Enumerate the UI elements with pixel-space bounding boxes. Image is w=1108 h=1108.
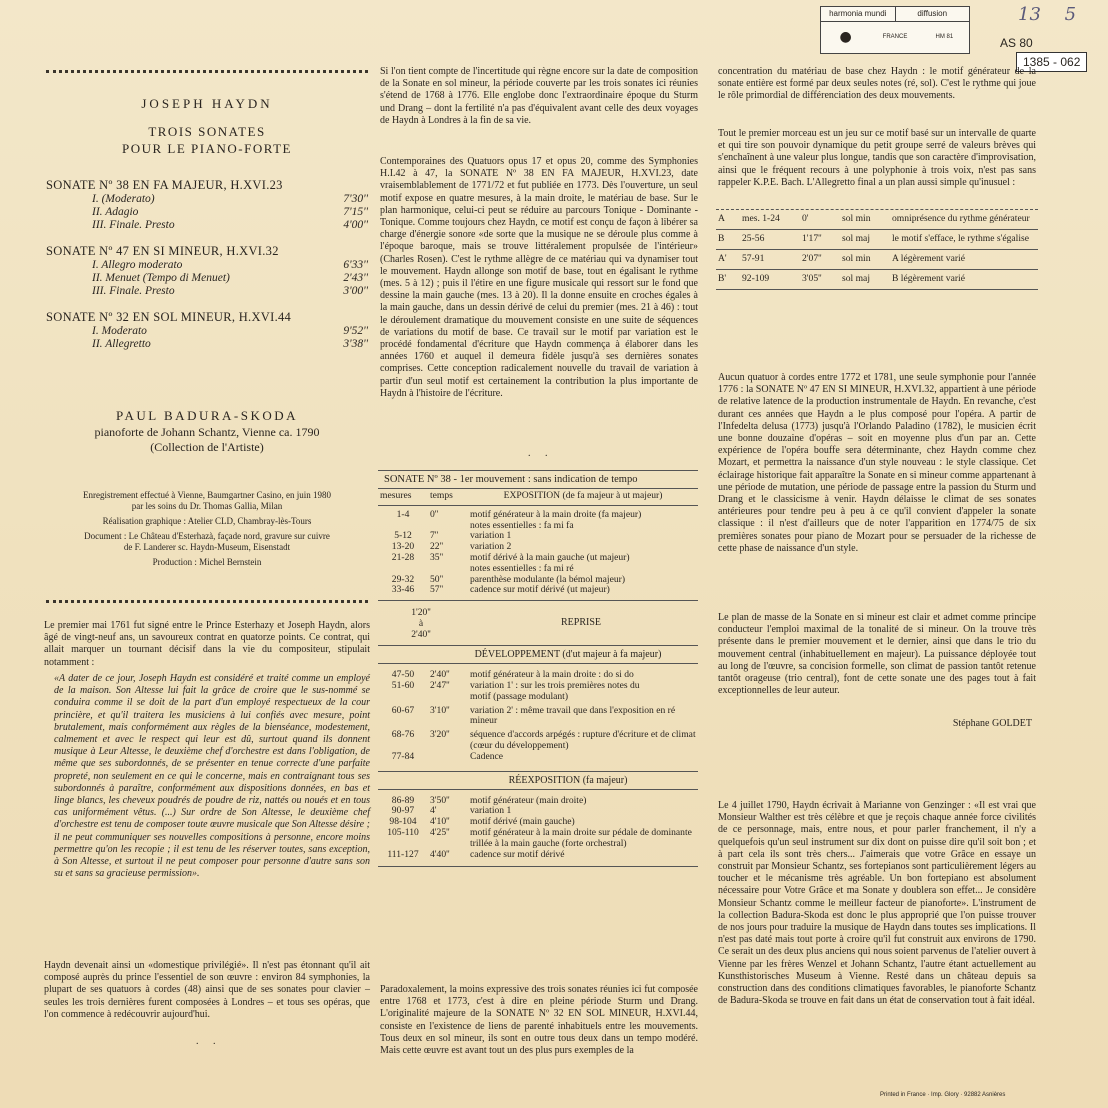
movement: II. Menuet (Tempo di Menuet) 2'43'' [92,272,368,284]
composer: JOSEPH HAYDN [141,96,273,111]
signature: Stéphane GOLDET [952,718,1032,729]
table-row: 77-84 Cadence [391,750,504,762]
movement: II. Allegretto 3'38'' [92,338,368,350]
logo-brand: harmonia mundi [821,7,896,21]
sonata-heading: SONATE Nº 47 EN SI MINEUR, H.XVI.32 [46,244,279,258]
schantz-paragraph: Le 4 juillet 1790, Haydn écrivait à Marianne von Genzinger : «Il est vrai que Monsieur Walther est très célèbre et que je reçois chaque année force civilités de ce personnage, mais, entre nous, et pour parler franchement, il n'y a quelquefois qu'un seul instrument sur dix dont on puisse dire qu'il soit bon ; et à part cela ils sont très chers... J'aimerais que votre Grâce en essaye un construit par Monsieur Schantz, ses fortepianos sont particulièrement légers au toucher et le mécanisme très agréable. Un bon fortepiano est absolument nécessaire pour Votre Grâce et ma Sonate y doublera son effet... Je considère Monsieur Schantz comme le meilleur facteur de pianoforte». L'instrument de la collection Badura-Skoda est donc le plus approprié que l'on puisse trouver de nos jours pour traduire la musique de Haydn dans toutes ses implications. Il n'est pas daté mais tout porte à croire qu'il fut construit aux environs de 1790. Ce serait un des deux plus anciens qui nous soient parvenus de l'atelier ouvert à Vienne par les frères Wenzel et Johann Schantz, l'autre étant actuellement au Kunsthistorisches Museum à Vienne. Resté dans un château depuis sa construction dans des conditions climatiques favorables, le pianoforte Schantz de Badura-Skoda se trouve en fait dans un état de conservation tout à fait idéal. [718,800,1036,1007]
table-row: 90-97 4' variation 1 [391,805,512,817]
table-row: 86-89 3'50'' motif générateur (main droite) [391,794,587,806]
sonata-block [46,310,368,351]
reprise-label: REPRISE [560,617,601,629]
reexpo-title: RÉEXPOSITION (fa majeur) [508,774,628,786]
credits: Enregistrement effectué à Vienne, Baumgartner Casino, en juin 1980 par les soins du Dr. Thomas Gallia, Milan Réalisation graphique : Atelier CLD, Chambray-lès-Tours Document : Le Château d'Esterhazà, façade nord, gravure sur cuivre de F. Landerer sc. Haydn-Museum, Eisenstadt Production : Michel Bernstein [82,490,332,567]
sonata38-paragraph: Contemporaines des Quatuors opus 17 et opus 20, comme des Symphonies H.I.42 à 47, la SONATE Nº 38 EN FA MAJEUR, H.XVI.23, date vraisemblablement de 1771/72 et fut publiée en 1773. Dès l'ouverture, un seul motif expose en quatre mesures, à la main droite, le matériau de base. Sur le plan harmonique, celui-ci peut se réduire au parcours Tonique - Dominante - Tonique. Comme toujours chez Haydn, ce motif est conçu de façon à libérer sa charge d'énergie sonore «de sorte que la musique ne se déroule plus comme à l'époque baroque, mais se trouve littéralement propulsée de l'intérieur» (Charles Rosen). C'est le rythme allègre de ce matériau qui va dynamiser tout le mouvement. Haydn allonge son motif de base, tout en égalisant le rythme (mes. 5 à 12) ; puis il l'étire en une figure musicale qui ressort sur le fond que dessine la main gauche (mes. 13 à 20). Il la donne ensuite en croches égales à la main gauche, dans un dessin dérivé de celui du premier (mes. 21 à 46) : tout le déroulement dramatique du mouvement consiste en une suite de séquences de variations du motif de base. Ce travail sur le motif par variation est le procédé fondamental d'écriture que Haydn commença à élaborer dans les années 1760 et auquel il demeura fidèle jusqu'à ses dernières sonates comprises. Cette conception radicalement nouvelle du travail de variation à partir d'un seul motif est certainement la contribution la plus importante de Haydn à l'histoire de l'écriture. [380,156,698,399]
movement: II. Adagio 7'15'' [92,206,368,218]
table-row: notes essentielles : fa mi ré [470,562,574,574]
allegretto-table [716,209,1038,290]
print-footer: Printed in France · Imp. Glory · 92882 Asnières [880,1092,1006,1098]
harmonia-mundi-logo [820,6,970,54]
table-row: 21-28 35'' motif dérivé à la main gauche (ut majeur) [391,551,630,563]
table-row: 60-67 3'10'' variation 2' : même travail que dans l'exposition en ré mineur [391,704,676,727]
logo-sub: diffusion [917,9,948,18]
intro-paragraph: Le premier mai 1761 fut signé entre le Prince Esterhazy et Joseph Haydn, alors âgé de vingt-neuf ans, un savoureux contrat en quatorze points. Ce contrat, qui allait marquer un tournant décisif dans la vie du compositeur, stipulait notamment : [44,620,370,668]
stock-stamp: 1385 - 062 [1016,52,1087,72]
analysis-table [378,470,698,867]
table-row: 29-32 50'' parenthèse modulante (la bémol majeur) [391,573,626,585]
period-paragraph: Si l'on tient compte de l'incertitude qui règne encore sur la date de composition de la Sonate en sol mineur, la période couverte par les trois sonates ici réunies s'étend de 1768 à 1776. Elle englobe donc l'extraordinaire époque du Sturm und Drang – dont la fertilité n'a pas d'équivalent avant celle des deux voyages de Haydn à Londres à la fin de sa vie. [380,66,698,126]
dev-title: DÉVELOPPEMENT (d'ut majeur à fa majeur) [474,649,662,661]
concentration-paragraph: concentration du matériau de base chez Haydn : le motif générateur de la sonate entière est formé par deux seules notes (ré, sol). C'est le rythme qui joue le rôle primordial de différenciation des deux mouvements. [718,66,1036,102]
movement: I. Allegro moderato 6'33'' [92,259,368,271]
sonata-heading: SONATE Nº 38 EN FA MAJEUR, H.XVI.23 [46,178,283,192]
domestic-paragraph: Haydn devenait ainsi un «domestique privilégié». Il n'est pas étonnant qu'il ait composé auprès du prince l'essentiel de son œuvre : environ 84 symphonies, la plupart de ses quatuors à cordes (48) ainsi que de ses sonates pour clavier – seules les trois dernières furent composées à Londres – et tous ses opéras, que l'on commence à redécouvrir aujourd'hui. [44,960,370,1020]
sonata-block [46,178,368,232]
sonata32-paragraph: Paradoxalement, la moins expressive des trois sonates réunies ici fut composée entre 1768 et 1773, c'est à dire en pleine période Sturm und Drang. L'originalité majeure de la SONATE Nº 32 EN SOL MINEUR, H.XVI.44, consiste en l'existence de liens de parenté inhabituels entre les mouvements. Tous deux en sol mineur, ils sont en outre tous deux dans un tempo modéré. Mais cette œuvre est avant tout un des plus purs exemples de la [380,984,698,1057]
movement: I. Moderato 9'52'' [92,325,368,337]
expo-rows [378,510,698,596]
title-line1: TROIS SONATES [148,124,266,139]
analysis-title: SONATE Nº 38 - 1er mouvement : sans indication de tempo [384,474,638,485]
logo-france: FRANCE [882,34,908,40]
movement: I. (Moderato) 7'30'' [92,193,368,205]
col-temps: temps [430,490,453,501]
col-mesures: mesures [380,490,412,501]
title-line2: POUR LE PIANO-FORTE [121,141,292,156]
movement: III. Finale. Presto 3'00'' [92,285,368,297]
table-row: 68-76 3'20'' séquence d'accords arpégés : rupture d'écriture et de climat (cœur du développement) [391,729,696,751]
dev-rows [378,670,698,762]
handwritten-note: 13 5 [1018,4,1077,25]
table-row: 105-110 4'25'' motif générateur à la main droite sur pédale de dominante trillée à la main gauche (forte orchestral) [387,826,692,849]
dotted-rule [46,70,368,76]
table-row: A' 57-91 2'07'' sol min A légèrement varié [718,253,965,264]
reexpo-rows [378,796,698,861]
ornament-dots: . . [528,448,554,459]
table-row: 51-60 2'47'' variation 1' : sur les trois premières notes du [391,679,640,691]
table-row: 111-127 4'40'' cadence sur motif dérivé [387,848,565,860]
table-row: A mes. 1-24 0' sol min omniprésence du rythme générateur [718,213,1030,224]
sonata-list [46,178,368,351]
table-row: B 25-56 1'17'' sol maj le motif s'efface, le rythme s'égalise [718,233,1030,244]
table-row: 13-20 22'' variation 2 [391,541,512,553]
table-row: B' 92-109 3'05'' sol maj B légèrement varié [718,273,965,284]
expo-title: EXPOSITION (de fa majeur à ut majeur) [503,490,663,501]
plan-paragraph: Le plan de masse de la Sonate en si mineur est clair et admet comme principe conducteur l'emploi maximal de la tonalité de si mineur. On la trouve très présente dans le premier mouvement et le dernier, ainsi que dans le trio du mouvement central (inhabituellement en majeur). La puissance déployée tout au long de l'œuvre, sa concision formelle, son climat de passion tantôt retenue tantôt orageuse (trio central), font de cette sonate une des pages tout à fait exceptionnelles de leur auteur. [718,612,1036,697]
sonata47-paragraph: Aucun quatuor à cordes entre 1772 et 1781, une seule symphonie pour l'année 1776 : la SONATE Nº 47 EN SI MINEUR, H.XVI.32, appartient à une période de relative latence de la production instrumentale de Haydn. En revanche, c'est durant ces années que Haydn a le plus composé pour l'opéra. A partir de l'Infedelta delusa (1773) jusqu'à l'Orlando Paladino (1782), le musicien écrit une bonne douzaine d'opéras – soit en moyenne plus d'un par an. Cette expérience de l'opéra bouffe sera déterminante, chez Haydn comme chez Mozart, et permettra la naissance d'un style nouveau : le style classique. Cet éclairage historique fait apparaître la Sonate en si mineur comme appartenant à une période de mutation, une période de passage entre la passion du Sturm und Drang et le classicisme à venir. Haydn délaisse le climat de ses sonates antérieures pour tendre peu à peu à ce qu'il convient d'appeler la sonate classique : il n'est d'ailleurs que de noter l'apparition en 1774/75 de six premières sonates pour piano de Mozart pour se persuader de la richesse de cette phase de naissance d'un style. [718,372,1036,554]
performer: PAUL BADURA-SKODA [115,408,299,423]
table-row: 33-46 57'' cadence sur motif dérivé (ut majeur) [391,584,610,596]
table-row: 47-50 2'40'' motif générateur à la main droite : do si do [391,669,634,681]
instrument: pianoforte de Johann Schantz, Vienne ca. 1790 [94,425,320,439]
movement: III. Finale. Presto 4'00'' [92,219,368,231]
table-row: 5-12 7'' variation 1 [394,530,512,542]
reprise-time1: 1'20'' [411,607,431,619]
collection: (Collection de l'Artiste) [150,440,264,454]
table-row: 1-4 0'' motif générateur à la main droite (fa majeur) [396,508,642,520]
first-piece-paragraph: Tout le premier morceau est un jeu sur ce motif basé sur un intervalle de quarte et qui tire son pouvoir dynamique du petit groupe serré de valeurs brèves qui s'enchaînent à une valeur plus longue, tandis que son caractère d'improvisation, ainsi que le fréquent recours à une polyphonie à trois voix, n'est pas sans rappeler K.P.E. Bach. L'Allegretto final a un plan aussi simple qu'inusuel : [718,128,1036,188]
reprise-time2: 2'40'' [411,629,431,641]
reprise-a: à [418,618,424,630]
dotted-rule [46,600,368,606]
table-row: motif (passage modulant) [470,690,569,702]
ornament-dots: . . [196,1036,222,1047]
contract-quote: «A dater de ce jour, Joseph Haydn est considéré et traité comme un employé de la maison. Son Altesse lui fait la grâce de croire que le sus-nommé se conduira comme il se doit de la part d'un employé respectueux de la cour princière, et qu'il traitera les musiciens à lui confiés avec mesure, point brutalement, mais conformément aux règles de la bienséance, modestement, calmement et avec le respect qui leur est dû, surtout quand ils donnent musique à Leur Altesse, le deuxième chef d'orchestre est dans l'obligation, de même que ses subordonnés, de se présenter en tenue correcte d'une parfaite propreté, non seulement en ce qui le concerne, mais en contraignant tous ses subordonnés à paraître, conformément aux dispositions données, en bas et linge blancs, les cheveux poudrés de poudre de riz, nattés ou noués et en tous cas uniformément vêtus. (...) Sur ordre de Son Altesse, le deuxième chef d'orchestre est tenu de composer toute œuvre musicale que Son Altesse désire ; il ne peut communiquer ses nouvelles compositions à personne, encore moins permettre qu'on les recopie ; il est tenu de les réserver toutes, sans exception, à Son Altesse, et surtout il ne peut composer pour personne d'autre sans son su et sans sa gracieuse permission». [54,673,370,880]
sonata-block [46,244,368,298]
catalog-number: AS 80 [1000,36,1033,50]
sonata-heading: SONATE Nº 32 EN SOL MINEUR, H.XVI.44 [46,310,292,324]
reprise-row [378,607,698,640]
table-row: notes essentielles : fa mi fa [470,519,574,531]
logo-mark-icon: ● [839,29,852,45]
table-row: 98-104 4'10'' motif dérivé (main gauche) [389,816,575,828]
logo-code: HM 81 [935,34,954,40]
